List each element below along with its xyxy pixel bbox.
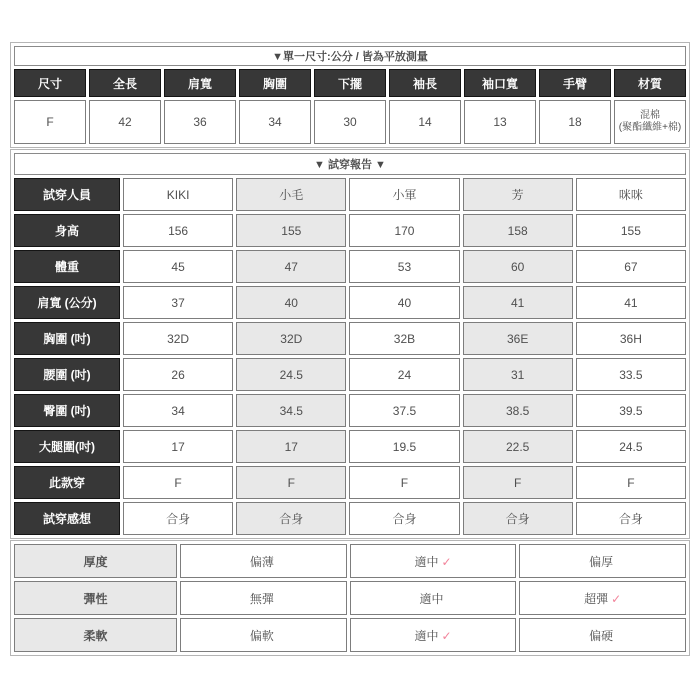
fabric-row-label: 柔軟 <box>14 618 177 652</box>
size-value-length: 42 <box>89 100 161 144</box>
table-row <box>14 286 686 319</box>
table-row <box>14 358 686 391</box>
fabric-row-label: 厚度 <box>14 544 177 578</box>
size-table <box>10 42 690 148</box>
size-col-header-length: 全長 <box>89 69 161 97</box>
check-icon: ✓ <box>441 628 452 643</box>
fit-value: 41 <box>576 286 686 319</box>
fit-value: 38.5 <box>463 394 573 427</box>
size-value-material <box>614 100 686 144</box>
size-value-size: F <box>14 100 86 144</box>
fit-value: 22.5 <box>463 430 573 463</box>
fit-value: F <box>576 466 686 499</box>
fit-value: 36H <box>576 322 686 355</box>
table-row <box>14 178 686 211</box>
fit-row-label: 此款穿 <box>14 466 120 499</box>
size-col-header-sleeve: 袖長 <box>389 69 461 97</box>
table-row <box>14 430 686 463</box>
fabric-option <box>180 618 347 652</box>
check-icon: ✓ <box>441 554 452 569</box>
fit-value: 小毛 <box>236 178 346 211</box>
fit-value: 60 <box>463 250 573 283</box>
size-value-sleeve: 14 <box>389 100 461 144</box>
fit-value: 40 <box>236 286 346 319</box>
fabric-option-label: 偏硬 <box>589 628 614 643</box>
fabric-option <box>519 581 686 615</box>
fit-value: 41 <box>463 286 573 319</box>
size-value-cuff: 13 <box>464 100 536 144</box>
table-row <box>14 466 686 499</box>
size-chart-panel <box>10 42 690 656</box>
fit-row-label: 腰圍 (吋) <box>14 358 120 391</box>
fit-value: 咪咪 <box>576 178 686 211</box>
fit-value: 170 <box>349 214 459 247</box>
fit-value: 24 <box>349 358 459 391</box>
fit-value: 37 <box>123 286 233 319</box>
size-col-header-shoulder: 肩寬 <box>164 69 236 97</box>
fabric-option <box>350 544 517 578</box>
fit-value: 39.5 <box>576 394 686 427</box>
fit-value: 芳 <box>463 178 573 211</box>
fit-row-label: 身高 <box>14 214 120 247</box>
fabric-option-label: 無彈 <box>249 591 274 606</box>
size-value-bust: 34 <box>239 100 311 144</box>
fabric-option <box>350 581 517 615</box>
fit-row-label: 試穿人員 <box>14 178 120 211</box>
fit-value: 37.5 <box>349 394 459 427</box>
fabric-option-label: 適中 <box>419 591 444 606</box>
table-row <box>14 394 686 427</box>
fit-value: F <box>236 466 346 499</box>
fit-value: 34 <box>123 394 233 427</box>
fit-row-label: 試穿感想 <box>14 502 120 535</box>
size-value-arm: 18 <box>539 100 611 144</box>
fit-value: 24.5 <box>576 430 686 463</box>
fit-value: F <box>123 466 233 499</box>
fit-value: 155 <box>576 214 686 247</box>
fabric-option-label: 超彈 <box>584 591 609 606</box>
fit-value: KIKI <box>123 178 233 211</box>
fit-value: 合身 <box>576 502 686 535</box>
size-table-title: ▼單一尺寸:公分 / 皆為平放測量 <box>14 46 686 66</box>
fit-value: 36E <box>463 322 573 355</box>
fit-value: 合身 <box>463 502 573 535</box>
size-col-header-arm: 手臂 <box>539 69 611 97</box>
material-detail: (聚酯纖維+棉) <box>618 122 682 133</box>
fit-value: 19.5 <box>349 430 459 463</box>
material-name: 混棉 <box>640 110 660 121</box>
size-col-header-material: 材質 <box>614 69 686 97</box>
fabric-option <box>350 618 517 652</box>
table-row <box>14 322 686 355</box>
fit-value: 32D <box>123 322 233 355</box>
fabric-option <box>180 581 347 615</box>
table-row <box>14 250 686 283</box>
size-col-header-hem: 下擺 <box>314 69 386 97</box>
fabric-option-label: 偏薄 <box>249 554 274 569</box>
fit-value: 53 <box>349 250 459 283</box>
fit-row-label: 臀圍 (吋) <box>14 394 120 427</box>
fit-value: 33.5 <box>576 358 686 391</box>
size-col-header-cuff: 袖口寬 <box>464 69 536 97</box>
fabric-option-label: 適中 <box>414 628 439 643</box>
table-row <box>14 502 686 535</box>
fit-value: 40 <box>349 286 459 319</box>
fit-value: 合身 <box>123 502 233 535</box>
fabric-option-label: 偏厚 <box>589 554 614 569</box>
fit-value: 合身 <box>236 502 346 535</box>
fit-value: 47 <box>236 250 346 283</box>
fabric-option-label: 適中 <box>414 554 439 569</box>
fit-value: 67 <box>576 250 686 283</box>
fit-value: F <box>463 466 573 499</box>
size-value-hem: 30 <box>314 100 386 144</box>
fit-value: 32B <box>349 322 459 355</box>
size-value-shoulder: 36 <box>164 100 236 144</box>
fit-row-label: 肩寬 (公分) <box>14 286 120 319</box>
fit-value: 17 <box>236 430 346 463</box>
fit-report-table <box>10 149 690 539</box>
fit-row-label: 大腿圍(吋) <box>14 430 120 463</box>
fit-value: 小軍 <box>349 178 459 211</box>
fabric-option <box>180 544 347 578</box>
table-row <box>14 581 686 615</box>
fit-report-title: ▼ 試穿報告 ▼ <box>14 153 686 175</box>
table-row <box>14 544 686 578</box>
fit-value: 32D <box>236 322 346 355</box>
size-col-header-bust: 胸圍 <box>239 69 311 97</box>
fabric-option <box>519 618 686 652</box>
check-icon: ✓ <box>611 591 622 606</box>
fit-row-label: 胸圍 (吋) <box>14 322 120 355</box>
fit-value: 合身 <box>349 502 459 535</box>
fit-value: 156 <box>123 214 233 247</box>
size-col-header-size: 尺寸 <box>14 69 86 97</box>
fabric-row-label: 彈性 <box>14 581 177 615</box>
fit-value: 31 <box>463 358 573 391</box>
table-row <box>14 618 686 652</box>
fabric-option <box>519 544 686 578</box>
fit-value: F <box>349 466 459 499</box>
fabric-option-label: 偏軟 <box>249 628 274 643</box>
fit-value: 17 <box>123 430 233 463</box>
fabric-table <box>10 540 690 656</box>
fit-value: 34.5 <box>236 394 346 427</box>
fit-value: 24.5 <box>236 358 346 391</box>
fit-value: 26 <box>123 358 233 391</box>
fit-value: 45 <box>123 250 233 283</box>
fit-value: 158 <box>463 214 573 247</box>
table-row <box>14 214 686 247</box>
fit-row-label: 體重 <box>14 250 120 283</box>
fit-value: 155 <box>236 214 346 247</box>
